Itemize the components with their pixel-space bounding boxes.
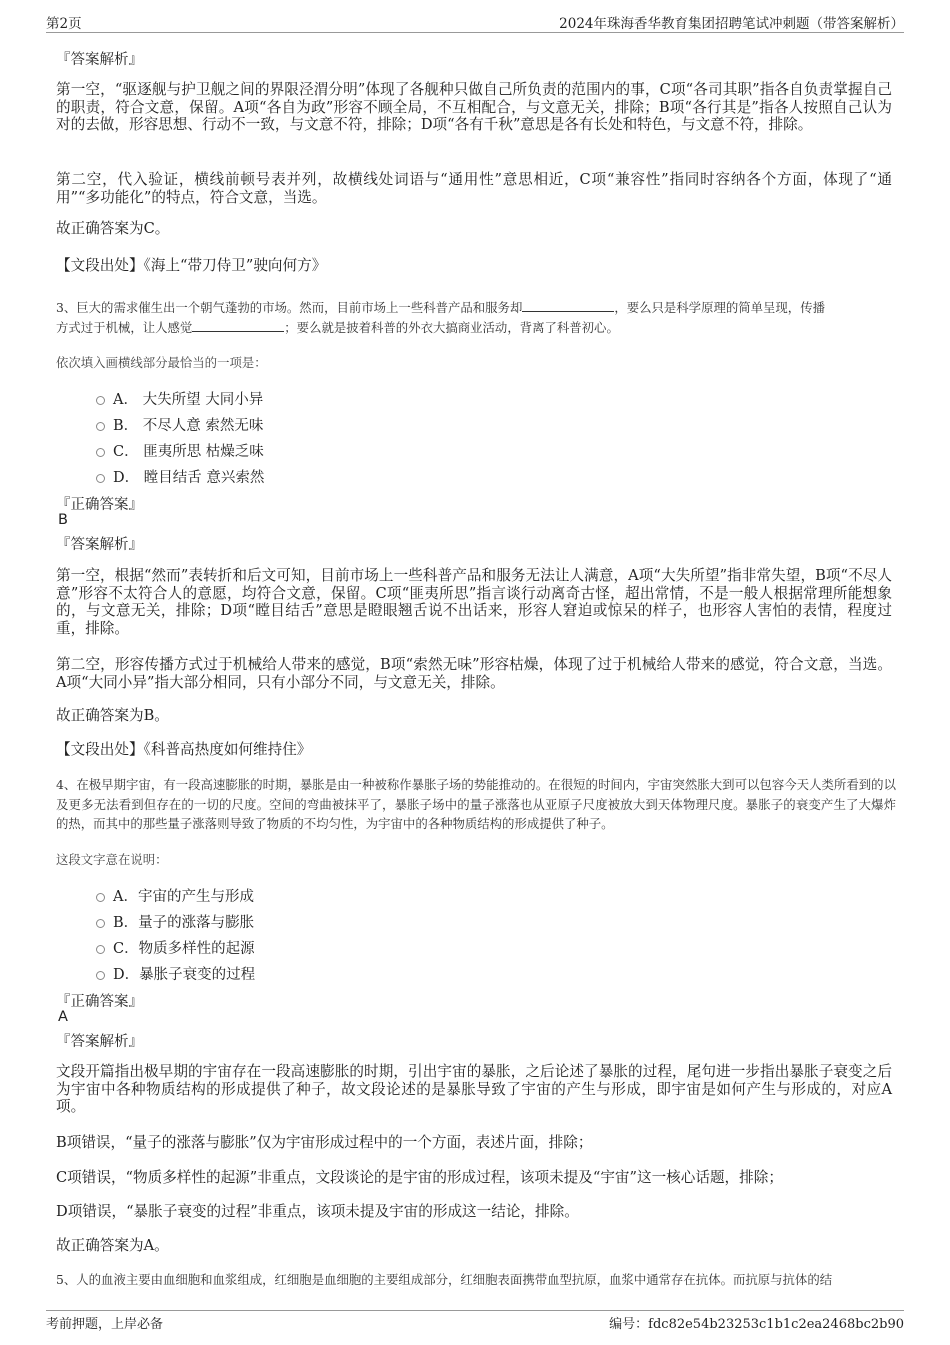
q3-option-a[interactable]: A． 大失所望 大同小异 (96, 388, 263, 409)
q4-analysis-p3: C项错误，“物质多样性的起源”非重点，文段谈论的是宇宙的形成过程，该项未提及“宇宙”这一核心话题，排除； (56, 1169, 783, 1186)
page-number: 第2页 (46, 16, 82, 32)
document-code: 编号：fdc82e54b23253c1b1c2ea2468bc2b90 (609, 1317, 904, 1332)
q3-option-d[interactable]: D． 瞠目结舌 意兴索然 (96, 466, 264, 487)
q3-option-c[interactable]: C． 匪夷所思 枯燥乏味 (96, 440, 264, 461)
q4-analysis-p2: B项错误，“量子的涨落与膨胀”仅为宇宙形成过程中的一个方面，表述片面，排除； (56, 1134, 593, 1151)
q4-analysis-label: 『答案解析』 (56, 1034, 143, 1050)
page-header (46, 10, 904, 32)
q4-option-d[interactable]: D．暴胀子衰变的过程 (96, 963, 255, 984)
q3-option-b[interactable]: B． 不尽人意 索然无味 (96, 414, 263, 435)
radio-icon[interactable] (96, 971, 105, 980)
q3-analysis-p2: 第二空，形容传播方式过于机械给人带来的感觉，B项“索然无味”形容枯燥，体现了过于机械给人带来的感觉，符合文意，当选。A项“大同小异”指大部分相同，只有小部分不同，与文意无关，排除。 (56, 656, 892, 691)
q3-blank-1 (522, 299, 614, 312)
q3-question-text: 3、巨大的需求催生出一个朝气蓬勃的市场。然而，目前市场上一些科普产品和服务却 ，要么只是科学原理的简单呈现，传播 方式过于机械，让人感觉 ；要么就是披着科普的外衣大搞商业活动，背离了科普初心。 (56, 300, 825, 335)
q3-prompt: 依次填入画横线部分最恰当的一项是： (56, 355, 267, 370)
q2-analysis-label: 『答案解析』 (56, 52, 143, 68)
q4-question-text: 4、在极早期宇宙，有一段高速膨胀的时期，暴胀是由一种被称作暴胀子场的势能推动的。在很短的时间内，宇宙突然胀大到可以包容今天人类所看到的以及更多无法看到但存在的一切的尺度。空间的弯曲被抹平了，暴胀子场中的量子涨落也从亚原子尺度被放大到天体物理尺度。暴胀子的衰变产生了大爆炸的热，而其中的那些量子涨落则导致了物质的不均匀性，为宇宙中的各种物质结构的形成提供了种子。 (56, 777, 896, 831)
q5-question-text: 5、人的血液主要由血细胞和血浆组成，红细胞是血细胞的主要组成部分，红细胞表面携带血型抗原，血浆中通常存在抗体。而抗原与抗体的结 (56, 1272, 833, 1287)
q2-analysis-p2: 第二空，代入验证，横线前顿号表并列，故横线处词语与“通用性”意思相近，C项“兼容性”指同时容纳各个方面，体现了“通用”“多功能化”的特点，符合文意，当选。 (56, 171, 892, 206)
q4-correct-answer: A (58, 1009, 68, 1025)
radio-icon[interactable] (96, 893, 105, 902)
q4-option-c[interactable]: C．物质多样性的起源 (96, 937, 255, 958)
q3-analysis-label: 『答案解析』 (56, 537, 143, 553)
footer-slogan: 考前押题，上岸必备 (46, 1317, 164, 1332)
document-title: 2024年珠海香华教育集团招聘笔试冲刺题（带答案解析） (559, 16, 904, 32)
q3-correct-label: 『正确答案』 (56, 497, 143, 513)
radio-icon[interactable] (96, 919, 105, 928)
footer-divider (46, 1310, 904, 1311)
q3-source: 【文段出处】《科普高热度如何维持住》 (56, 741, 312, 758)
q4-option-a[interactable]: A．宇宙的产生与形成 (96, 885, 254, 906)
q4-prompt: 这段文字意在说明： (56, 852, 168, 867)
radio-icon[interactable] (96, 945, 105, 954)
q4-analysis-p1: 文段开篇指出极早期的宇宙存在一段高速膨胀的时期，引出宇宙的暴胀，之后论述了暴胀的过程，尾句进一步指出暴胀子衰变之后为宇宙中各种物质结构的形成提供了种子，故文段论述的是暴胀导致了宇宙的产生与形成，即宇宙是如何产生与形成的，对应A项。 (56, 1063, 892, 1115)
q4-analysis-p4: D项错误，“暴胀子衰变的过程”非重点，该项未提及宇宙的形成这一结论，排除。 (56, 1203, 579, 1220)
q2-source: 【文段出处】《海上“带刀侍卫”驶向何方》 (56, 257, 327, 274)
radio-icon[interactable] (96, 396, 105, 405)
q4-correct-label: 『正确答案』 (56, 994, 143, 1010)
header-divider (46, 32, 904, 33)
q3-blank-2 (192, 319, 284, 332)
radio-icon[interactable] (96, 422, 105, 431)
q4-conclusion: 故正确答案为A。 (56, 1237, 169, 1254)
q4-option-b[interactable]: B．量子的涨落与膨胀 (96, 911, 254, 932)
q3-analysis-p1: 第一空，根据“然而”表转折和后文可知，目前市场上一些科普产品和服务无法让人满意，A项“大失所望”指非常失望，B项“不尽人意”形容不太符合人的意愿，均符合文意，保留。C项“匪夷所思”指言谈行动离奇古怪，超出常情，不是一般人根据常理所能想象的，与文意无关，排除；D项“瞠目结舌”意思是瞪眼翘舌说不出话来，形容人窘迫或惊呆的样子，也形容人害怕的表情，程度过重，排除。 (56, 567, 892, 637)
q2-conclusion: 故正确答案为C。 (56, 220, 170, 237)
radio-icon[interactable] (96, 474, 105, 483)
q3-correct-answer: B (58, 512, 68, 528)
q3-conclusion: 故正确答案为B。 (56, 707, 169, 724)
q2-analysis-p1: 第一空，“驱逐舰与护卫舰之间的界限泾渭分明”体现了各舰种只做自己所负责的范围内的事，C项“各司其职”指各自负责掌握自己的职责，符合文意，保留。A项“各自为政”形容不顾全局，不互相配合，与文意无关，排除；B项“各行其是”指各人按照自己认为对的去做，形容思想、行动不一致，与文意不符，排除；D项“各有千秋”意思是各有长处和特色，与文意不符，排除。 (56, 81, 892, 133)
radio-icon[interactable] (96, 448, 105, 457)
